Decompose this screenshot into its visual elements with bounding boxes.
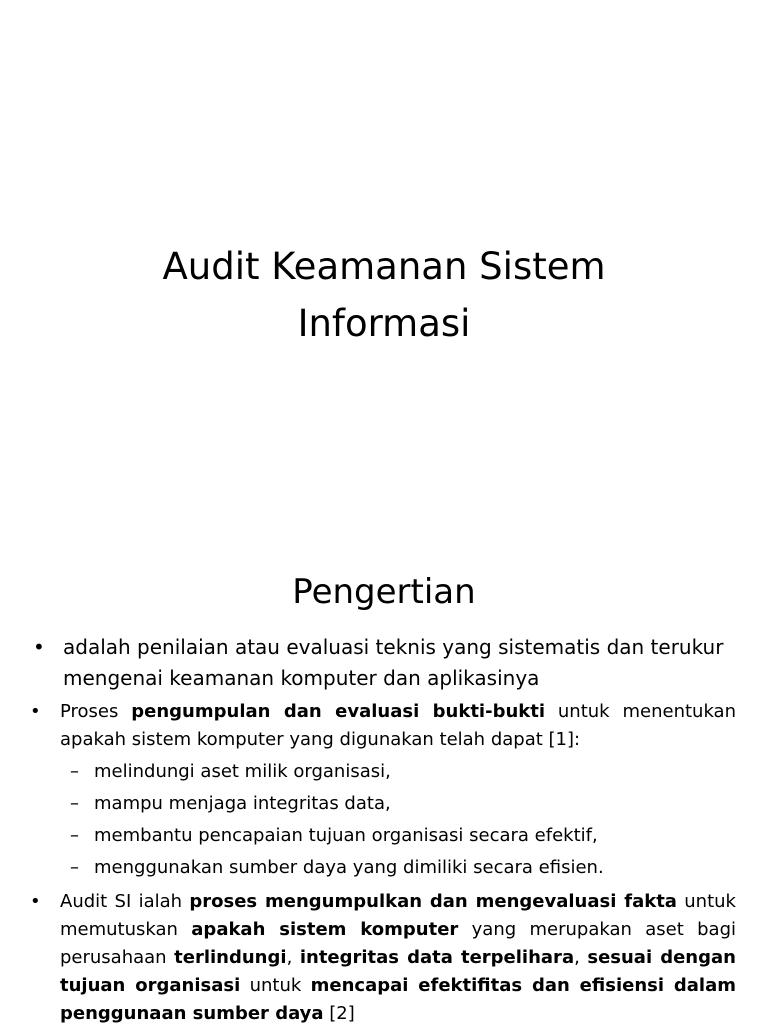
text-run: Audit SI ialah bbox=[60, 891, 190, 912]
bold-text-run: proses mengumpulkan dan mengevaluasi fakta bbox=[189, 891, 677, 912]
bold-text-run: apakah sistem komputer bbox=[191, 919, 459, 940]
bullet-icon: • bbox=[30, 701, 41, 722]
text-run: untuk memutuskan bbox=[60, 891, 736, 940]
text-run: Proses bbox=[60, 701, 132, 722]
bold-text-run: mencapai efektifitas dan efisiensi dalam penggunaan sumber daya bbox=[60, 975, 737, 1024]
slide-heading: Pengertian bbox=[292, 572, 476, 612]
sub-list-item bbox=[70, 760, 391, 784]
bullet-item-1 bbox=[33, 632, 753, 694]
text-run: , bbox=[286, 947, 300, 968]
bullet-icon: • bbox=[30, 891, 41, 912]
bullet-icon: • bbox=[33, 635, 45, 659]
title-line-2: Informasi bbox=[297, 302, 471, 345]
slide-title bbox=[0, 238, 768, 352]
dash-icon: – bbox=[70, 761, 79, 782]
text-run: [2] bbox=[323, 1003, 355, 1024]
text-run: untuk bbox=[240, 975, 311, 996]
bullet-item-2 bbox=[30, 698, 736, 754]
sub-list-item bbox=[70, 792, 391, 816]
sub-list-item bbox=[70, 856, 604, 880]
bold-text-run: terlindungi bbox=[174, 947, 287, 968]
bold-text-run: pengumpulan dan evaluasi bukti-bukti bbox=[131, 701, 546, 722]
dash-icon: – bbox=[70, 825, 79, 846]
text-run: , bbox=[574, 947, 588, 968]
bullet-text: adalah penilaian atau evaluasi teknis yang sistematis dan terukur mengenai keamanan komputer dan aplikasinya bbox=[63, 635, 724, 690]
bold-text-run: integritas data terpelihara bbox=[299, 947, 575, 968]
dash-icon: – bbox=[70, 857, 79, 878]
text-run: yang merupakan aset bagi perusahaan bbox=[60, 919, 736, 968]
bullet-item-3 bbox=[30, 888, 736, 1028]
title-line-1: Audit Keamanan Sistem bbox=[162, 245, 606, 288]
sub-list-text: menggunakan sumber daya yang dimiliki secara efisien. bbox=[94, 857, 604, 878]
bullet-text bbox=[60, 888, 736, 1028]
sub-list-item bbox=[70, 824, 598, 848]
content-slide bbox=[0, 560, 768, 1024]
dash-icon: – bbox=[70, 793, 79, 814]
sub-list-text: melindungi aset milik organisasi, bbox=[94, 761, 391, 782]
sub-list-text: membantu pencapaian tujuan organisasi secara efektif, bbox=[94, 825, 598, 846]
bullet-text bbox=[60, 698, 736, 754]
sub-list-text: mampu menjaga integritas data, bbox=[94, 793, 391, 814]
bold-text-run: sesuai dengan tujuan organisasi bbox=[60, 947, 736, 996]
text-run: untuk menentukan apakah sistem komputer yang digunakan telah dapat [1]: bbox=[60, 701, 736, 750]
